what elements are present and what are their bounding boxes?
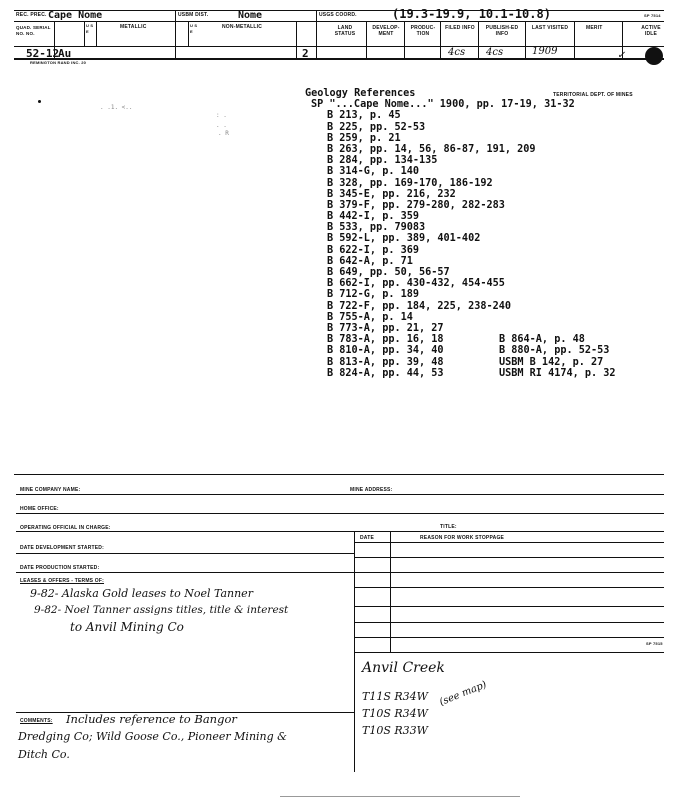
geology-reference-line: B 642-A, p. 71 [327,255,413,267]
col-nonmetallic: NON-METALLIC [222,24,263,30]
published-info-value: 4cs [486,47,504,58]
active-marker [645,47,663,65]
geology-reference-right: USBM B 142, p. 27 [499,356,604,368]
form-number-2: SP 7515 [646,641,663,646]
territorial-imprint: TERRITORIAL DEPT. OF MINES [553,92,633,98]
col-published-info: PUBLISH-ED INFO [485,25,519,37]
geology-reference-line: B 773-A, pp. 21, 27 [327,322,444,334]
comments-line-2: Dredging Co; Wild Goose Co., Pioneer Mining & [18,730,287,743]
usgs-coord-value: (19.3-19.9, 10.1-10.8) [392,7,551,21]
rec-prec-value: Cape Nome [48,10,103,21]
geology-heading: Geology References [305,88,416,99]
date-column-label: DATE [360,535,375,541]
form-number: SP 7514 [644,13,661,18]
mine-address-label: MINE ADDRESS: [350,487,393,493]
metallic-value: Au [58,47,72,60]
geology-reference-line: B 379-F, pp. 279-280, 282-283 [327,199,505,211]
usgs-coord-label: USGS COORD. [319,12,357,18]
mine-record-card: REC. PREC. Cape Nome USBM DIST. Nome USGS COORD. (19.3-19.9, 10.1-10.8) SP 7514 QUAD. SERIAL NO. NO. U S E METALLIC U S E NON-METALLIC LAND STATUS DEVELOP-MENT PRODUC-TION FILED INFO PUBLISH-ED INFO LAST VISITED MERIT ACTIVE IDLE 52-12 Au 2 4cs 4cs 1909 ✓ REMINGTON RAND INC. 20 TERRITORIAL DEPT. OF MINES . .1. <.. : . . . . R Geology References SP "...Cape Nome..." 1900, pp. 17-19, 31-32 B 213, p. 45 B 225, pp. 52-53 B 259, p. 21 B 263, pp. 14, 56, 86-87, 191, 209 B 284, pp. 134-135 B 314-G, p. 140 B 328, pp. 169-170, 186-192 B 345-E, pp. 216, 232 B 379-F, pp. 279-280, 282-283 B 442-I, p. 359 B 533, pp. 79083 B 592-L, pp. 389, 401-402 B 622-I, p. 369 B 642-A, p. 71 B 649, pp. 50, 56-57 B 662-I, pp. 430-432, 454-455 B 712-G, p. 189 B 722-F, pp. 184, 225, 238-240 B 755-A, p. 14 B 773-A, pp. 21, 27 B 783-A, pp. 16, 18 B 864-A, p. 48 B 810-A, pp. 34, 40 B 880-A, pp. 52-53 B 813-A, pp. 39, 48 USBM B 142, p. 27 B 824-A, pp. 44, 53 USBM RI 4174, p. 32 MINE COMPANY NAME: MINE ADDRESS: HOME OFFICE: OPERATING OFFICIAL IN CHARGE: TITLE: DATE REASON FOR WORK STOPPAGE DATE DEVELOPMENT STARTED: DATE PRODUCTION STARTED: LEASES & OFFERS - TERMS OF: SP 7515 9-82- Alaska Gold leases to Noel Tanner 9-82- Noel Tanner assigns titles, title & interest to Anvil Mining Co Anvil Creek T11S R34W T10S R34W T10S R33W (see map) COMMENTS: Includes reference to Bangor Dredging Co; Wild Goose Co., Pioneer Mining & Ditch Co. [0,0,678,803]
geology-reference-pair [327,345,610,357]
col-metallic: METALLIC [120,24,147,30]
comments-label: COMMENTS: [20,718,53,724]
geology-reference-line: B 622-I, p. 369 [327,244,420,256]
lease-note-3: to Anvil Mining Co [70,620,184,634]
operating-official-label: OPERATING OFFICIAL IN CHARGE: [20,525,111,531]
col-land-status: LAND STATUS [334,25,356,37]
col-active-idle: ACTIVE IDLE [641,25,661,37]
reason-column-label: REASON FOR WORK STOPPAGE [420,535,505,541]
col-merit: MERIT [586,25,603,31]
geology-reference-line: B 662-I, pp. 430-432, 454-455 [327,278,505,290]
geology-reference-left: B 810-A, pp. 34, 40 [327,345,444,357]
geology-reference-left: B 813-A, pp. 39, 48 [327,356,444,368]
creek-name: Anvil Creek [362,660,445,676]
geology-reference-left: B 824-A, pp. 44, 53 [327,367,444,379]
geology-reference-right: B 864-A, p. 48 [499,334,585,346]
geology-reference-left: B 783-A, pp. 16, 18 [327,334,444,346]
geology-reference-line: B 533, pp. 79083 [327,222,426,234]
date-production-label: DATE PRODUCTION STARTED: [20,565,100,571]
geology-reference-line: B 722-F, pp. 184, 225, 238-240 [327,300,512,312]
filed-info-value: 4cs [448,47,466,58]
date-development-label: DATE DEVELOPMENT STARTED: [20,545,104,551]
title-label: TITLE: [440,524,457,530]
quad-serial-value: 52-12 [26,47,60,60]
geology-reference-line: B 755-A, p. 14 [327,311,413,323]
geology-reference-line: B 442-I, p. 359 [327,211,420,223]
merit-check-mark: ✓ [617,50,626,61]
home-office-label: HOME OFFICE: [20,506,59,512]
geology-reference-line: B 345-E, pp. 216, 232 [327,188,456,200]
comments-line-3: Ditch Co. [18,748,70,761]
geology-reference-line: B 225, pp. 52-53 [327,121,426,133]
geology-reference-line: B 314-G, p. 140 [327,166,420,178]
geology-reference-line: B 592-L, pp. 389, 401-402 [327,233,481,245]
geology-reference-line: B 259, p. 21 [327,132,401,144]
geology-reference-line: B 263, pp. 14, 56, 86-87, 191, 209 [327,143,536,155]
usbm-dist-value: Nome [238,10,263,21]
col-quad-serial: QUAD. SERIAL NO. NO. [16,25,51,36]
geology-reference-pair [327,367,616,379]
col-development: DEVELOP-MENT [372,25,400,37]
geology-reference-pair [327,356,604,368]
land-status-value: 2 [302,47,309,60]
township-1: T11S R34W [362,690,428,703]
geology-reference-line: B 649, pp. 50, 56-57 [327,267,450,278]
township-3: T10S R33W [362,724,428,737]
geology-reference-right: USBM RI 4174, p. 32 [499,367,616,379]
mine-company-name-label: MINE COMPANY NAME: [20,487,81,493]
geology-reference-pair [327,334,585,346]
geology-reference-line: SP "...Cape Nome..." 1900, pp. 17-19, 31-32 [311,99,575,111]
col-filed-info: FILED INFO [445,25,475,31]
geology-reference-line: B 328, pp. 169-170, 186-192 [327,177,493,189]
township-2: T10S R34W [362,707,428,720]
lease-note-1: 9-82- Alaska Gold leases to Noel Tanner [30,587,253,600]
col-use-nonmetallic: U S E [190,23,198,34]
col-production: PRODUC-TION [410,25,436,37]
col-last-visited: LAST VISITED [531,25,569,31]
lease-note-2: 9-82- Noel Tanner assigns titles, title & interest [34,604,289,616]
comments-line-1: Includes reference to Bangor [66,712,237,726]
usbm-dist-label: USBM DIST. [178,12,209,18]
printer-imprint: REMINGTON RAND INC. 20 [30,60,87,65]
geology-reference-right: B 880-A, pp. 52-53 [499,345,610,357]
see-map-note: (see map) [438,679,489,709]
geology-reference-line: B 284, pp. 134-135 [327,155,438,167]
leases-offers-label: LEASES & OFFERS - TERMS OF: [20,578,105,584]
rec-prec-label: REC. PREC. [16,12,47,18]
last-visited-value: 1909 [532,46,558,57]
geology-reference-line: B 213, p. 45 [327,110,401,122]
geology-reference-line: B 712-G, p. 189 [327,289,420,301]
col-use-metallic: U S E [86,23,94,34]
